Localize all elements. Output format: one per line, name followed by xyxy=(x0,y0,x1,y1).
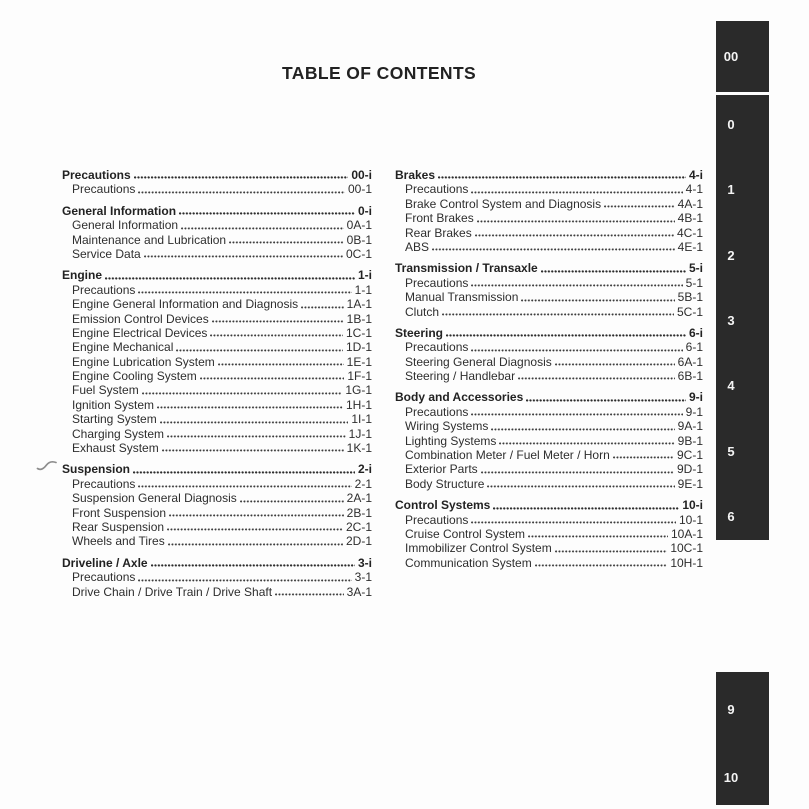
toc-page-number: 9-i xyxy=(688,390,703,405)
toc-section xyxy=(62,168,372,197)
toc-entry-row xyxy=(395,276,703,290)
toc-entry-row xyxy=(395,541,703,555)
thumb-tab-bar-bottom xyxy=(716,672,769,805)
toc-page-number: 00-1 xyxy=(347,182,372,197)
toc-entry-row xyxy=(395,448,703,462)
dot-leader xyxy=(160,421,349,424)
dot-leader xyxy=(142,392,343,395)
toc-entry-row xyxy=(395,305,703,319)
dot-leader xyxy=(138,579,351,582)
dot-leader xyxy=(133,471,355,474)
toc-section-title: Precautions xyxy=(62,168,131,182)
toc-entry-label: Maintenance and Lubrication xyxy=(72,232,227,247)
thumb-tab-label: 10 xyxy=(723,770,739,785)
toc-entry-row xyxy=(395,405,703,419)
toc-page-number: 6B-1 xyxy=(677,369,703,384)
dot-leader xyxy=(521,299,674,302)
toc-entry-row xyxy=(62,297,372,311)
toc-entry-label: Exhaust System xyxy=(72,441,159,456)
toc-entry-row xyxy=(62,398,372,412)
toc-section xyxy=(62,268,372,455)
toc-entry-row xyxy=(62,412,372,426)
toc-section-title-row xyxy=(395,390,703,404)
toc-section xyxy=(62,462,372,548)
dot-leader xyxy=(481,471,674,474)
toc-entry-label: Engine Cooling System xyxy=(72,369,197,384)
dot-leader xyxy=(526,399,686,402)
toc-entry-label: Precautions xyxy=(405,182,469,197)
toc-entry-label: Emission Control Devices xyxy=(72,311,209,326)
toc-page-number: 9-1 xyxy=(685,404,703,419)
toc-page-number: 9D-1 xyxy=(676,462,703,477)
toc-column-left xyxy=(62,168,372,599)
dot-leader xyxy=(151,564,355,567)
toc-entry-row xyxy=(62,182,372,196)
toc-page-number: 9B-1 xyxy=(677,433,703,448)
toc-page-number: 2B-1 xyxy=(346,505,372,520)
toc-page-number: 1E-1 xyxy=(346,354,372,369)
toc-page-number: 10C-1 xyxy=(670,541,703,556)
toc-section-title: Engine xyxy=(62,268,103,283)
toc-entry-row xyxy=(395,290,703,304)
dot-leader xyxy=(162,449,344,452)
toc-entry-label: Brake Control System and Diagnosis xyxy=(405,196,602,211)
toc-entry-label: Precautions xyxy=(405,512,469,527)
toc-page-number: 10-1 xyxy=(678,512,703,527)
toc-page-number: 10-i xyxy=(682,498,703,513)
toc-page-number: 4-i xyxy=(688,168,703,182)
dot-leader xyxy=(499,442,674,445)
toc-entry-label: Steering General Diagnosis xyxy=(405,354,552,369)
toc-page-number: 1-1 xyxy=(354,282,372,297)
toc-page-number: 4C-1 xyxy=(676,225,703,240)
dot-leader xyxy=(134,176,349,179)
toc-page-number: 3-i xyxy=(357,555,372,570)
dot-leader xyxy=(240,500,344,503)
toc-section xyxy=(395,390,703,491)
toc-section-title-row xyxy=(395,168,703,182)
dot-leader xyxy=(229,241,344,244)
dot-leader xyxy=(301,306,344,309)
dot-leader xyxy=(471,284,682,287)
toc-page-number: 4B-1 xyxy=(677,211,703,226)
toc-entry-row xyxy=(395,369,703,383)
toc-entry-row xyxy=(62,427,372,441)
toc-entry-row xyxy=(62,233,372,247)
page-title: TABLE OF CONTENTS xyxy=(282,63,477,83)
toc-entry-row xyxy=(395,197,703,211)
toc-entry-row xyxy=(62,506,372,520)
toc-section-title: General Information xyxy=(62,203,177,218)
toc-entry-label: General Information xyxy=(72,218,179,233)
toc-entry-label: Exterior Parts xyxy=(405,462,478,477)
toc-entry-row xyxy=(395,340,703,354)
dot-leader xyxy=(179,212,355,215)
toc-entry-row xyxy=(62,570,372,584)
dot-leader xyxy=(471,349,682,352)
toc-entry-label: Charging System xyxy=(72,426,165,441)
dot-leader xyxy=(555,550,668,553)
dot-leader xyxy=(604,205,675,208)
dot-leader xyxy=(528,535,668,538)
toc-entry-row xyxy=(395,211,703,225)
toc-section xyxy=(395,326,703,384)
toc-entry-label: Immobilizer Control System xyxy=(405,541,552,556)
toc-section-title: Driveline / Axle xyxy=(62,555,148,570)
toc-page-number: 1J-1 xyxy=(348,426,372,441)
toc-entry-label: Cruise Control System xyxy=(405,526,526,541)
toc-section-title-row xyxy=(62,268,372,282)
toc-page-number: 1D-1 xyxy=(345,340,372,355)
toc-page-number: 1G-1 xyxy=(345,383,372,398)
thumb-tab-label: 4 xyxy=(727,378,735,394)
toc-entry-label: Precautions xyxy=(405,275,469,290)
toc-entry-row xyxy=(62,585,372,599)
toc-page-number: 9C-1 xyxy=(676,448,703,463)
toc-section-title: Control Systems xyxy=(395,498,491,513)
toc-entry-label: Combination Meter / Fuel Meter / Horn xyxy=(405,448,610,463)
dot-leader xyxy=(138,191,345,194)
toc-page-number: 10H-1 xyxy=(670,555,703,570)
toc-section-title: Transmission / Transaxle xyxy=(395,261,538,276)
toc-entry-label: Rear Brakes xyxy=(405,225,472,240)
toc-entry-label: Precautions xyxy=(72,476,136,491)
dot-leader xyxy=(167,528,343,531)
toc-page-number: 6A-1 xyxy=(677,354,703,369)
toc-entry-label: Engine Mechanical xyxy=(72,340,174,355)
toc-page-number: 9A-1 xyxy=(677,419,703,434)
thumb-tab-00 xyxy=(716,21,769,92)
toc-entry-row xyxy=(62,477,372,491)
dot-leader xyxy=(275,593,344,596)
toc-section-title-row xyxy=(62,168,372,182)
toc-section-title-row xyxy=(395,326,703,340)
toc-entry-label: Precautions xyxy=(72,570,136,585)
toc-entry-row xyxy=(395,226,703,240)
toc-page-number: 1K-1 xyxy=(346,441,372,456)
dot-leader xyxy=(176,349,343,352)
toc-entry-label: ABS xyxy=(405,239,430,254)
dot-leader xyxy=(212,320,344,323)
toc-page-number: 1C-1 xyxy=(345,325,372,340)
toc-entry-row xyxy=(395,527,703,541)
toc-entry-row xyxy=(62,312,372,326)
toc-entry-row xyxy=(62,247,372,261)
handwritten-tick-icon xyxy=(36,459,58,472)
toc-page-number: 1-i xyxy=(357,268,372,283)
dot-leader xyxy=(181,227,344,230)
thumb-tab-label: 0 xyxy=(727,117,735,132)
toc-page-number: 5-i xyxy=(688,261,703,276)
dot-leader xyxy=(535,564,668,567)
toc-page-number: 2D-1 xyxy=(345,534,372,549)
dot-leader xyxy=(438,176,686,179)
dot-leader xyxy=(493,507,679,510)
thumb-tab-label: 2 xyxy=(727,247,735,263)
toc-entry-label: Drive Chain / Drive Train / Drive Shaft xyxy=(72,584,273,599)
toc-entry-label: Precautions xyxy=(405,404,469,419)
toc-entry-label: Lighting Systems xyxy=(405,433,497,448)
dot-leader xyxy=(487,485,674,488)
toc-entry-label: Engine Lubrication System xyxy=(72,354,215,369)
dot-leader xyxy=(144,255,343,258)
dot-leader xyxy=(432,248,675,251)
toc-page-number: 0-i xyxy=(357,203,372,218)
toc-page-number: 5B-1 xyxy=(677,290,703,305)
toc-page-number: 4-1 xyxy=(685,182,703,197)
toc-page-number: 5-1 xyxy=(685,275,703,290)
toc-section xyxy=(395,168,703,254)
toc-entry-label: Steering / Handlebar xyxy=(405,369,516,384)
toc-entry-label: Suspension General Diagnosis xyxy=(72,491,237,506)
toc-section xyxy=(395,261,703,319)
toc-page-number: 3A-1 xyxy=(346,584,372,599)
toc-page-number: 1F-1 xyxy=(347,369,372,384)
toc-entry-row xyxy=(62,283,372,297)
toc-entry-row xyxy=(62,369,372,383)
thumb-tab-bar-main xyxy=(716,95,769,540)
dot-leader xyxy=(471,521,676,524)
dot-leader xyxy=(138,485,351,488)
toc-entry-label: Ignition System xyxy=(72,397,155,412)
toc-entry-row xyxy=(395,434,703,448)
toc-page-number: 6-1 xyxy=(685,340,703,355)
toc-entry-label: Engine General Information and Diagnosis xyxy=(72,297,299,312)
toc-entry-label: Fuel System xyxy=(72,383,139,398)
toc-entry-label: Precautions xyxy=(72,182,136,197)
toc-page-number: 2-1 xyxy=(354,476,372,491)
toc-page-number: 1B-1 xyxy=(346,311,372,326)
dot-leader xyxy=(613,456,674,459)
toc-column-right xyxy=(395,168,703,570)
dot-leader xyxy=(168,543,343,546)
toc-entry-row xyxy=(62,441,372,455)
toc-section-title: Brakes xyxy=(395,168,436,182)
thumb-tab-label: 3 xyxy=(727,312,735,328)
toc-section-title-row xyxy=(395,261,703,275)
toc-entry-row xyxy=(62,326,372,340)
thumb-tab-label: 6 xyxy=(727,508,735,524)
toc-entry-row xyxy=(395,477,703,491)
dot-leader xyxy=(555,363,675,366)
dot-leader xyxy=(105,277,355,280)
toc-section-title-row xyxy=(62,556,372,570)
dot-leader xyxy=(442,313,674,316)
dot-leader xyxy=(541,270,686,273)
toc-section-title: Suspension xyxy=(62,462,131,477)
toc-entry-label: Wheels and Tires xyxy=(72,534,165,549)
toc-entry-row xyxy=(395,556,703,570)
toc-page-number: 4E-1 xyxy=(677,239,703,254)
toc-entry-label: Communication System xyxy=(405,555,532,570)
toc-entry-label: Front Suspension xyxy=(72,505,167,520)
toc-section-title-row xyxy=(395,498,703,512)
toc-section xyxy=(62,204,372,262)
toc-entry-label: Precautions xyxy=(405,340,469,355)
toc-section-title: Steering xyxy=(395,325,444,340)
toc-entry-label: Wiring Systems xyxy=(405,419,489,434)
toc-section-title-row xyxy=(62,462,372,476)
toc-entry-row xyxy=(62,520,372,534)
toc-entry-row xyxy=(395,513,703,527)
toc-section xyxy=(62,556,372,599)
toc-entry-label: Manual Transmission xyxy=(405,290,519,305)
toc-page-number: 5C-1 xyxy=(676,304,703,319)
dot-leader xyxy=(446,334,686,337)
toc-page-number: 2-i xyxy=(357,462,372,477)
dot-leader xyxy=(471,413,682,416)
toc-entry-row xyxy=(62,491,372,505)
toc-page-number: 0C-1 xyxy=(345,246,372,261)
dot-leader xyxy=(200,377,345,380)
toc-entry-label: Service Data xyxy=(72,246,141,261)
toc-page-number: 2A-1 xyxy=(346,491,372,506)
thumb-tab-label: 9 xyxy=(727,702,735,717)
toc-page-number: 0A-1 xyxy=(346,218,372,233)
dot-leader xyxy=(138,291,351,294)
toc-entry-label: Body Structure xyxy=(405,476,485,491)
toc-page-number: 1I-1 xyxy=(351,412,372,427)
toc-entry-row xyxy=(62,383,372,397)
dot-leader xyxy=(167,435,346,438)
toc-entry-row xyxy=(62,340,372,354)
toc-section-title: Body and Accessories xyxy=(395,390,524,405)
toc-section xyxy=(395,498,703,570)
toc-page-number: 9E-1 xyxy=(677,476,703,491)
toc-page-number: 6-i xyxy=(688,325,703,340)
dot-leader xyxy=(475,234,674,237)
dot-leader xyxy=(210,334,343,337)
toc-entry-label: Starting System xyxy=(72,412,157,427)
toc-entry-row xyxy=(62,355,372,369)
thumb-tab-label: 1 xyxy=(727,182,735,198)
toc-entry-row xyxy=(62,534,372,548)
toc-page-number: 0B-1 xyxy=(346,232,372,247)
toc-entry-row xyxy=(395,355,703,369)
toc-entry-row xyxy=(395,182,703,196)
toc-entry-row xyxy=(395,462,703,476)
dot-leader xyxy=(491,428,674,431)
toc-page-number: 3-1 xyxy=(354,570,372,585)
toc-entry-label: Engine Electrical Devices xyxy=(72,325,208,340)
dot-leader xyxy=(518,377,675,380)
dot-leader xyxy=(169,514,344,517)
toc-page-number: 10A-1 xyxy=(670,526,703,541)
toc-entry-row xyxy=(62,218,372,232)
toc-section-title-row xyxy=(62,204,372,218)
toc-page-number: 1H-1 xyxy=(345,397,372,412)
toc-entry-label: Front Brakes xyxy=(405,211,474,226)
dot-leader xyxy=(218,363,344,366)
toc-page-number: 2C-1 xyxy=(345,519,372,534)
toc-entry-label: Clutch xyxy=(405,304,440,319)
dot-leader xyxy=(471,191,682,194)
toc-entry-label: Precautions xyxy=(72,282,136,297)
toc-entry-row xyxy=(395,240,703,254)
toc-page-number: 1A-1 xyxy=(346,297,372,312)
thumb-tab-label: 5 xyxy=(727,443,735,459)
dot-leader xyxy=(477,220,675,223)
toc-page-number: 00-i xyxy=(351,168,372,182)
dot-leader xyxy=(157,406,343,409)
toc-page-number: 4A-1 xyxy=(677,196,703,211)
toc-entry-label: Rear Suspension xyxy=(72,519,165,534)
toc-entry-row xyxy=(395,419,703,433)
thumb-tab-label: 00 xyxy=(723,48,739,64)
